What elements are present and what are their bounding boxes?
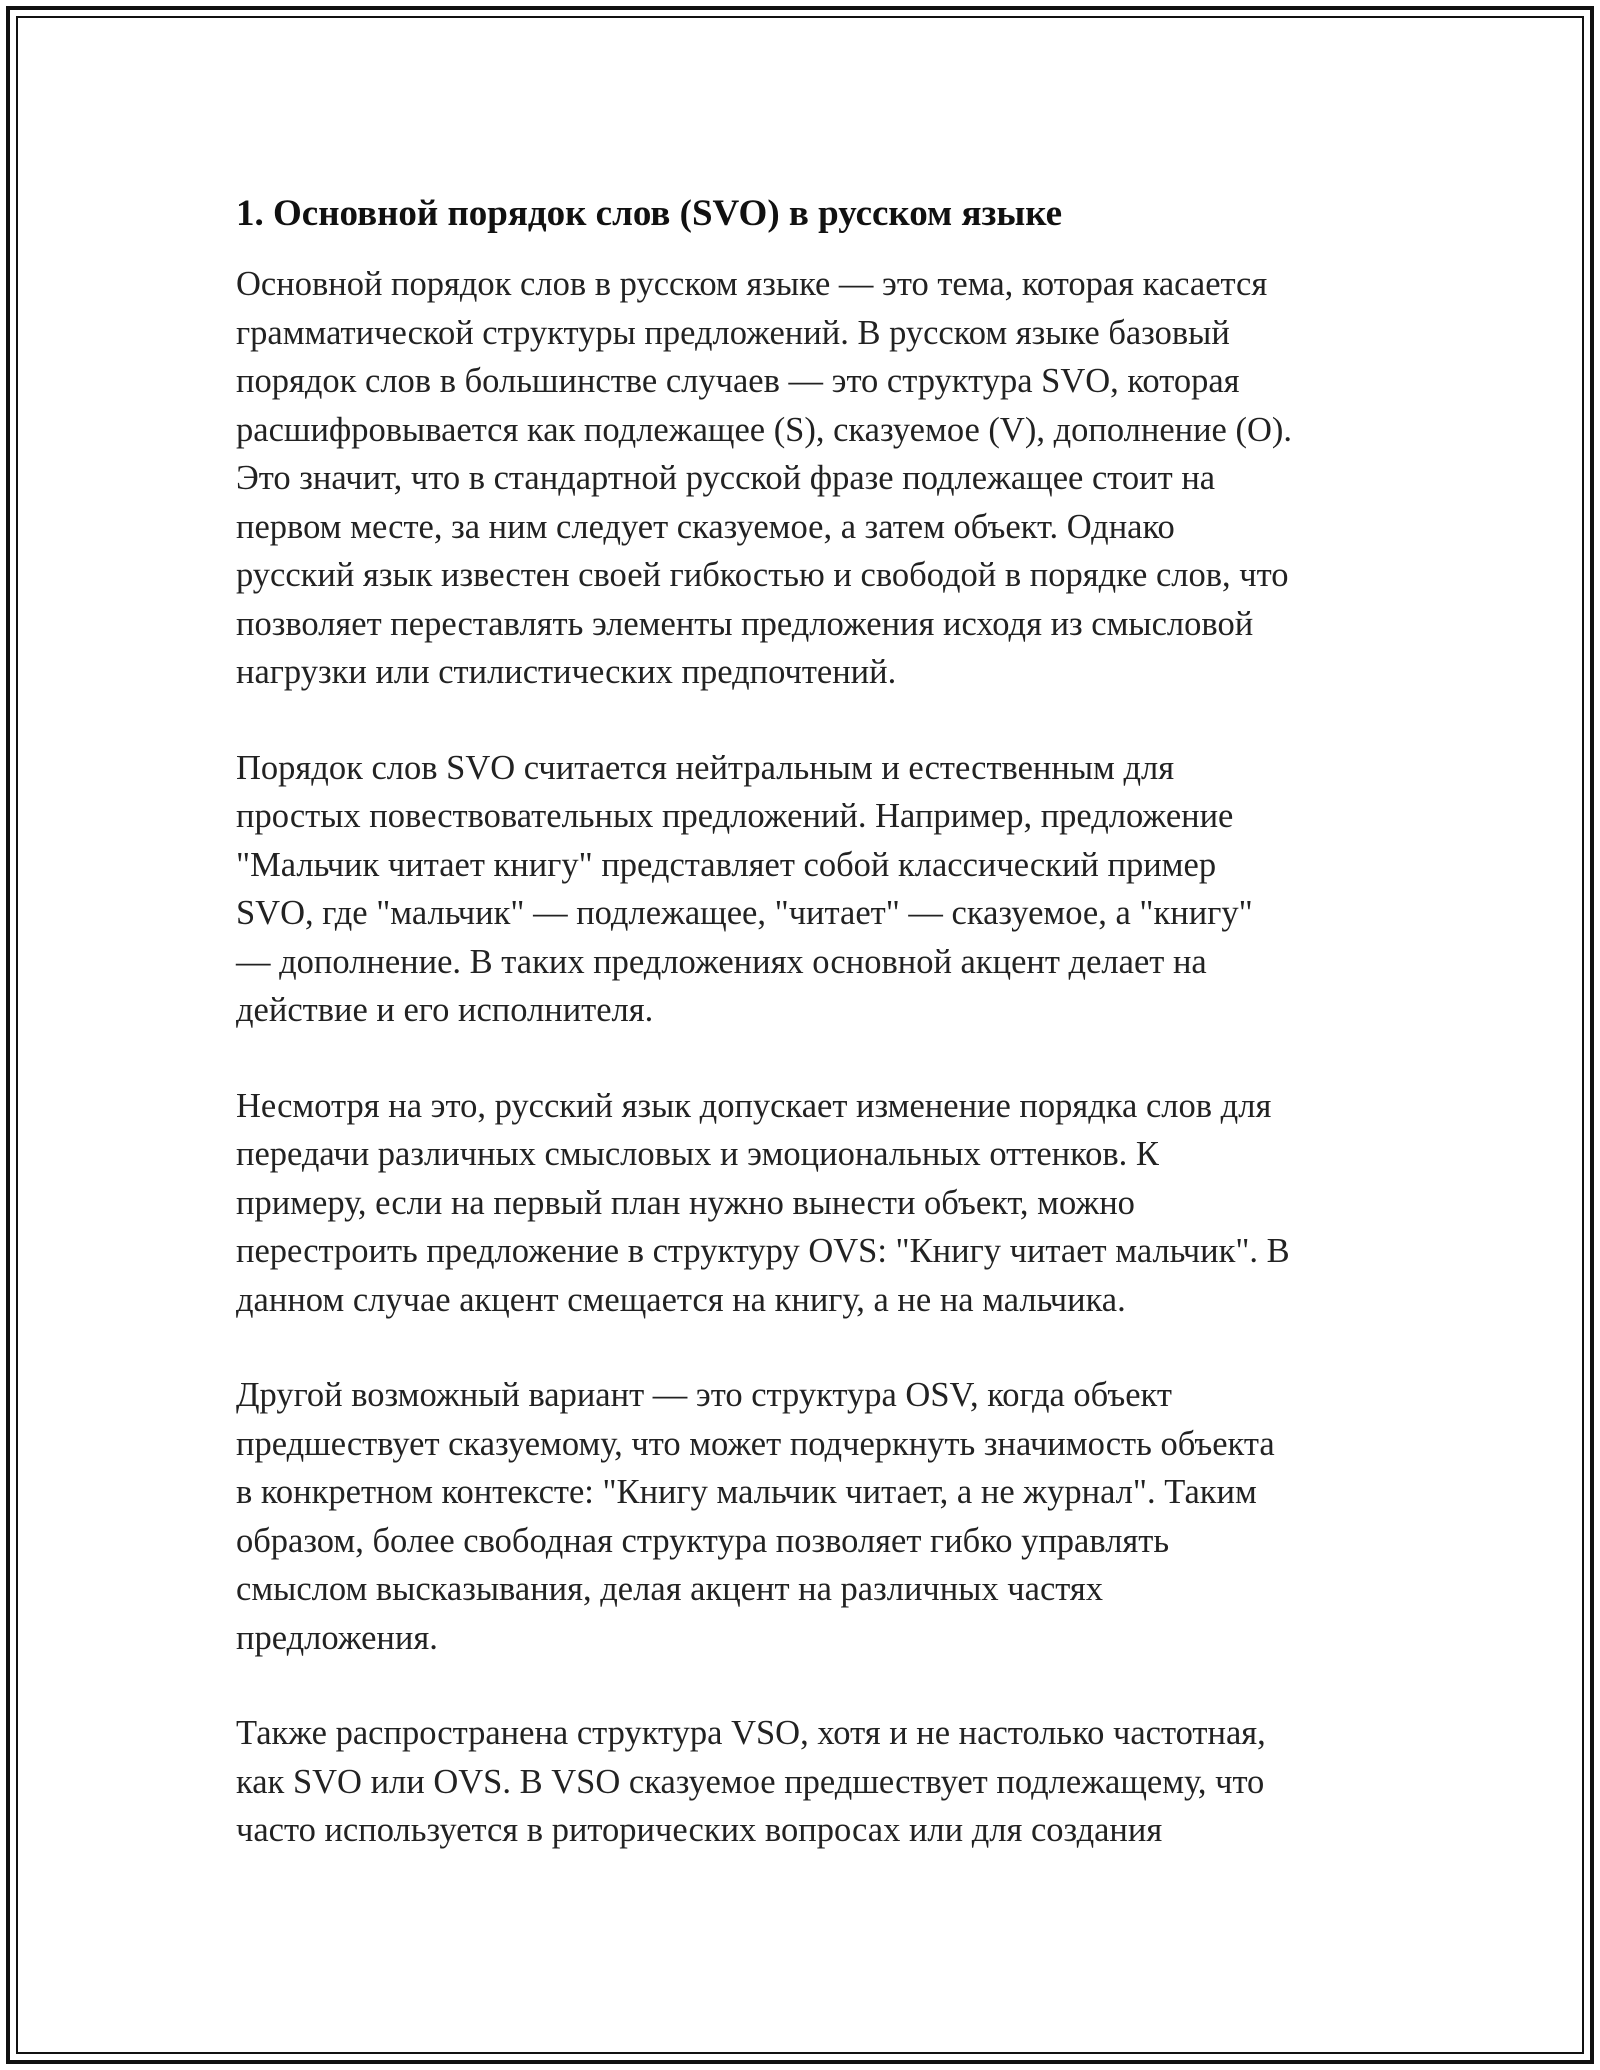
section-title: 1. Основной порядок слов (SVO) в русском языке	[236, 193, 1063, 234]
paragraph-3: Несмотря на это, русский язык допускает изменение порядка слов для передачи различных смысловых и эмоциональных оттенков. К примеру, если на первый план нужно вынести объект, можно перестроить предложение в структуру OVS: "Книгу читает мальчик". В данном случае акцент смещается на книгу, а не на мальчика.	[236, 1086, 1290, 1319]
paragraph-1: Основной порядок слов в русском языке — это тема, которая касается грамматической структуры предложений. В русском языке базовый порядок слов в большинстве случаев — это структура SVO, которая расшифровывается как подлежащее (S), сказуемое (V), дополнение (O). Это значит, что в стандартной русской фразе подлежащее стоит на первом месте, за ним следует сказуемое, а затем объект. Однако русский язык известен своей гибкостью и свободой в порядке слов, что позволяет переставлять элементы предложения исходя из смысловой нагрузки или стилистических предпочтений.	[236, 265, 1293, 691]
paragraph-2: Порядок слов SVO считается нейтральным и естественным для простых повествовательных предложений. Например, предложение "Мальчик читает книгу" представляет собой классический пример SVO, где "мальчик" — подлежащее, "читает" — сказуемое, а "книгу" — дополнение. В таких предложениях основной акцент делает на действие и его исполнителя.	[236, 748, 1253, 1029]
paragraph-5: Также распространена структура VSO, хотя и не настолько частотная, как SVO или OVS. В VSO сказуемое предшествует подлежащему, что часто используется в риторических вопросах или для создания	[236, 1714, 1266, 1849]
paragraph-4: Другой возможный вариант — это структура OSV, когда объект предшествует сказуемому, что может подчеркнуть значимость объекта в конкретном контексте: "Книгу мальчик читает, а не журнал". Таким образом, более свободная структура позволяет гибко управлять смыслом высказывания, делая акцент на различных частях предложения.	[236, 1376, 1275, 1657]
document-content	[236, 190, 1366, 1902]
